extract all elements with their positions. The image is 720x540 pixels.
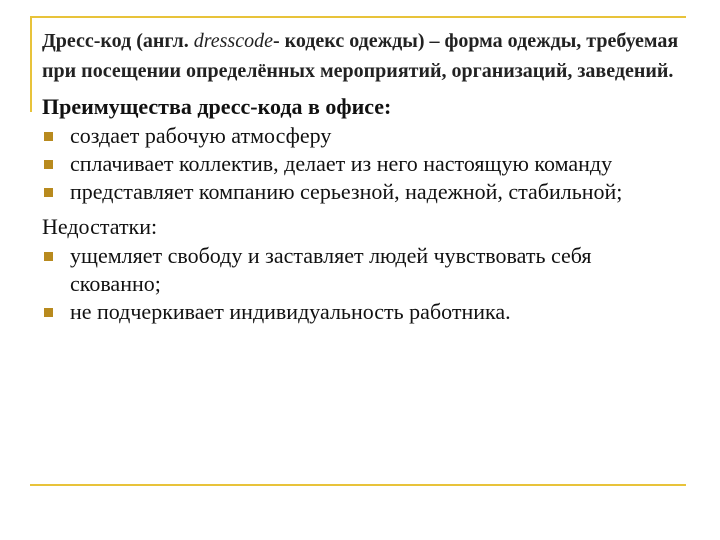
- list-item-text: сплачивает коллектив, делает из него настоящую команду: [70, 151, 613, 176]
- list-item: [42, 298, 682, 326]
- square-bullet-icon: [44, 188, 53, 197]
- list-item: [42, 122, 682, 150]
- list-item: [42, 242, 682, 298]
- definition-suffix: - кодекс одежды) – форма одежды, требуемая при посещении определённых мероприятий, организаций, заведений.: [42, 30, 679, 82]
- square-bullet-icon: [44, 160, 53, 169]
- list-item: [42, 178, 682, 206]
- left-rule: [30, 16, 32, 112]
- square-bullet-icon: [44, 252, 53, 261]
- list-item: [42, 150, 682, 178]
- bottom-rule: [30, 484, 686, 486]
- slide-content: [42, 26, 682, 326]
- square-bullet-icon: [44, 308, 53, 317]
- advantages-list: [42, 122, 682, 206]
- top-rule: [30, 16, 686, 18]
- list-item-text: представляет компанию серьезной, надежной, стабильной;: [70, 179, 623, 204]
- advantages-heading: Преимущества дресс-кода в офисе:: [42, 94, 392, 119]
- list-item-text: ущемляет свободу и заставляет людей чувствовать себя скованно;: [70, 243, 592, 296]
- list-item-text: создает рабочую атмосферу: [70, 123, 332, 148]
- definition-term-en: dresscode: [193, 30, 273, 52]
- disadvantages-list: [42, 242, 682, 326]
- disadvantages-heading: Недостатки:: [42, 214, 158, 239]
- list-item-text: не подчеркивает индивидуальность работника.: [70, 299, 511, 324]
- definition-prefix: Дресс-код (англ.: [42, 30, 194, 52]
- square-bullet-icon: [44, 132, 53, 141]
- definition-text: [42, 26, 682, 86]
